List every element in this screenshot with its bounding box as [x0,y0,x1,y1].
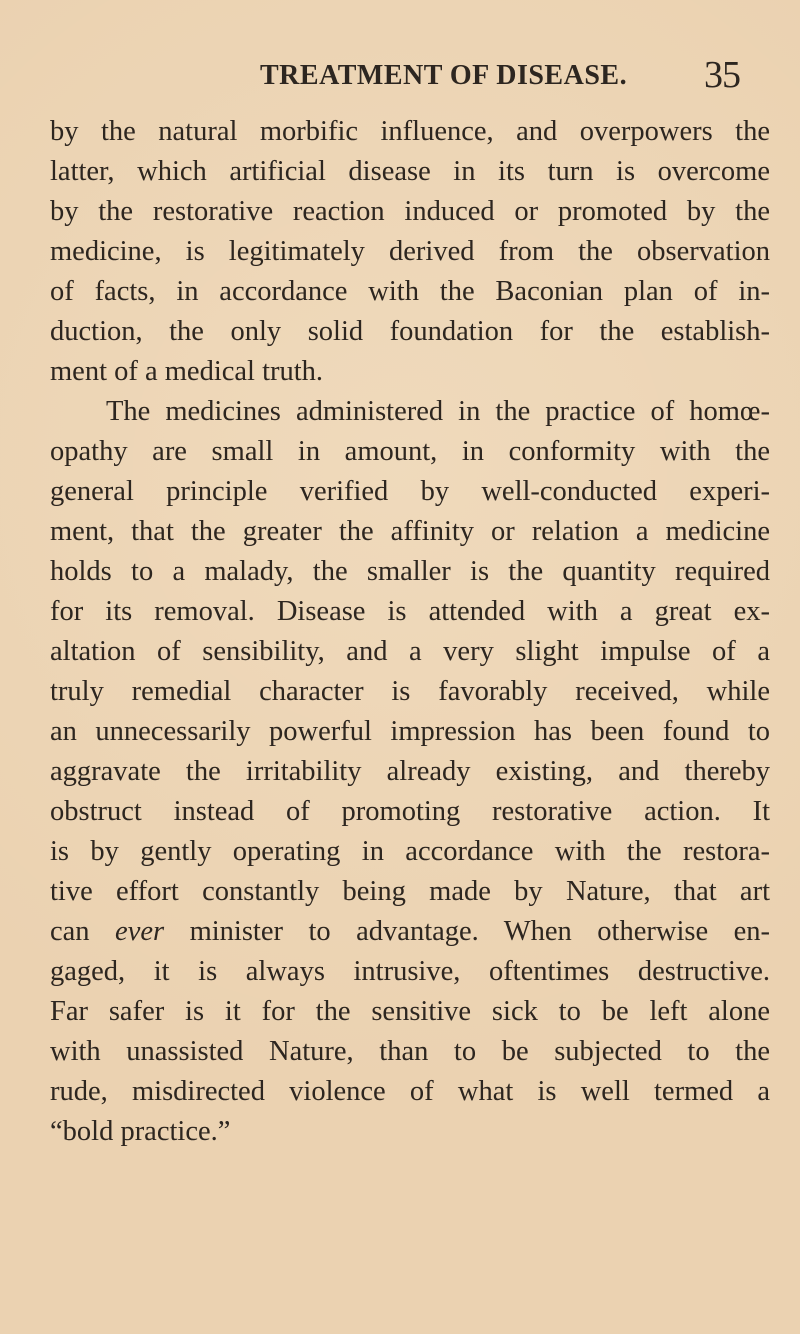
text-line: is by gently operating in accordance with the restora- [50,836,770,867]
text-line: by the natural morbific influence, and overpowers the [50,116,770,147]
text-line: by the restorative reaction induced or promoted by the [50,196,770,227]
text-line: Far safer is it for the sensitive sick to be left alone [50,996,770,1027]
text-line: duction, the only solid foundation for the establish- [50,316,770,347]
line-text-before-emphasis: can [50,916,116,947]
text-line: tive effort constantly being made by Nature, that art [50,876,770,907]
text-line: an unnecessarily powerful impression has been found to [50,716,770,747]
text-line: altation of sensibility, and a very slight impulse of a [50,636,770,667]
text-line: for its removal. Disease is attended with a great ex- [50,596,770,627]
page-number: 35 [704,54,740,96]
text-line: holds to a malady, the smaller is the quantity required [50,556,770,587]
paragraph-end-line: ment of a medical truth. [50,356,324,387]
body-text [50,112,770,1152]
text-line: obstruct instead of promoting restorative action. It [50,796,770,827]
running-header [130,56,770,96]
text-line: truly remedial character is favorably received, while [50,676,770,707]
text-line: with unassisted Nature, than to be subjected to the [50,1036,770,1067]
emphasized-word: ever [115,916,165,947]
text-line: opathy are small in amount, in conformity with the [50,436,770,467]
text-line: general principle verified by well-conducted experi- [50,476,770,507]
text-line-with-emphasis [50,912,770,952]
paragraph-start-line: The medicines administered in the practice of homœ- [106,396,770,427]
text-line: latter, which artificial disease in its turn is overcome [50,156,770,187]
text-line: gaged, it is always intrusive, oftentimes destructive. [50,956,770,987]
text-line: aggravate the irritability already existing, and thereby [50,756,770,787]
text-line: medicine, is legitimately derived from the observation [50,236,770,267]
text-line: of facts, in accordance with the Baconian plan of in- [50,276,770,307]
line-text-after-emphasis: minister to advantage. When otherwise en- [164,916,770,947]
text-line: ment, that the greater the affinity or relation a medicine [50,516,770,547]
running-title: TREATMENT OF DISEASE. [260,60,628,91]
final-text-line: “bold practice.” [50,1116,231,1147]
text-line: rude, misdirected violence of what is well termed a [50,1076,770,1107]
